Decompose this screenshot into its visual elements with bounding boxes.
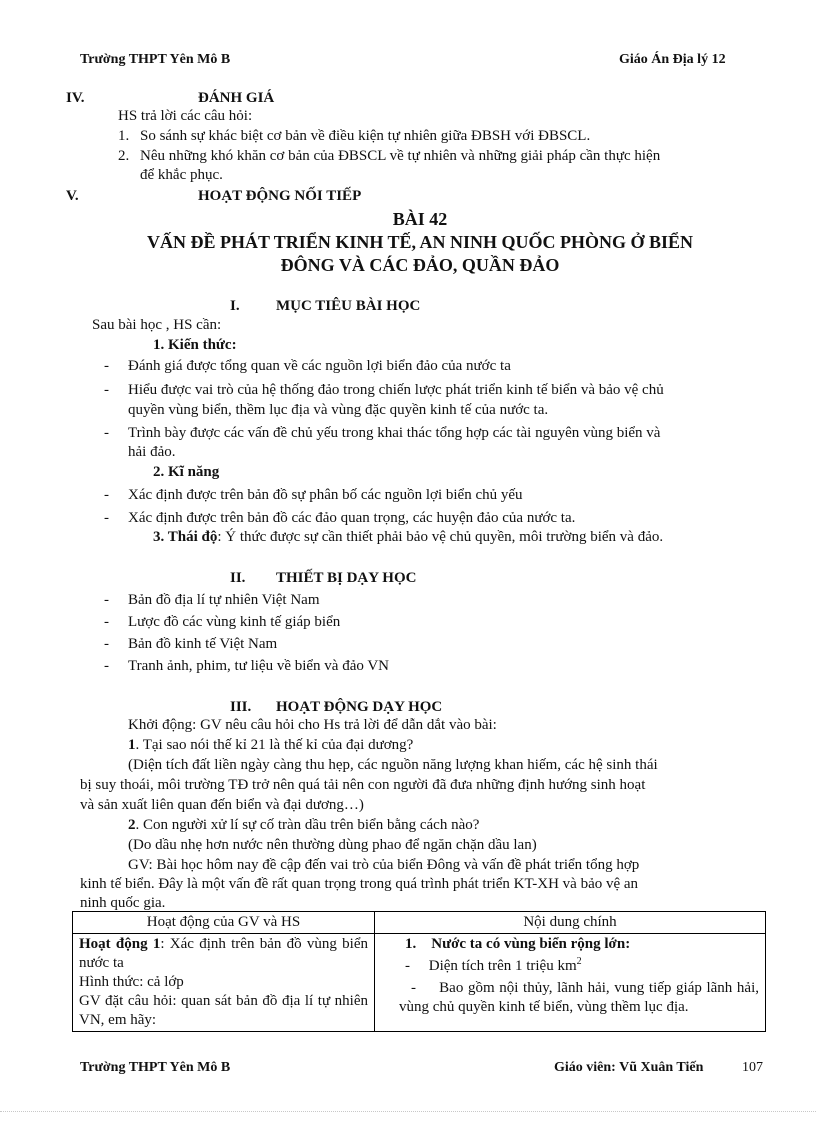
lesson-number: BÀI 42 — [392, 209, 448, 229]
part-iii-title: HOẠT ĐỘNG DẠY HỌC — [276, 699, 443, 715]
part-ii-number: II. — [230, 570, 246, 586]
warmup-answer-1-line1: (Diện tích đất liền ngày càng thu hẹp, các nguồn năng lượng khan hiếm, các hệ sinh thái — [128, 757, 658, 773]
activity-1-title: Hoạt động 1: Xác định trên bản đồ vùng biển nước ta — [79, 936, 368, 971]
content-heading: 1. Nước ta có vùng biển rộng lớn: — [405, 936, 631, 952]
content-cell — [375, 934, 766, 1032]
question-number: 2. — [118, 148, 130, 164]
content-item: - Bao gồm nội thủy, lãnh hải, vung tiếp giáp lãnh hải, vùng chủ quyền kinh tế biển, vùng thềm lục địa. — [399, 980, 760, 1015]
dash-bullet: - — [104, 510, 109, 526]
table-header-content: Nội dung chính — [375, 912, 766, 934]
knowledge-item-cont: quyền vùng biển, thềm lục địa và vùng đặc quyền kinh tế của nước ta. — [128, 402, 549, 418]
section-v-number: V. — [66, 188, 79, 204]
table-header-activity: Hoạt động của GV và HS — [73, 912, 375, 934]
dash-bullet: - — [104, 614, 109, 630]
warmup-intro: Khởi động: GV nêu câu hỏi cho Hs trả lời để dẫn dắt vào bài: — [128, 717, 497, 733]
knowledge-item: Trình bày được các vấn đề chủ yếu trong khai thác tổng hợp các tài nguyên vùng biển và — [128, 425, 661, 441]
attitude-heading: 3. Thái độ — [153, 529, 218, 545]
skill-item: Xác định được trên bản đồ sự phân bố các nguồn lợi biển chủ yếu — [128, 487, 523, 503]
activity-1-question: GV đặt câu hỏi: quan sát bản đồ địa lí tự nhiên VN, em hãy: — [79, 993, 368, 1028]
dash-bullet: - — [104, 487, 109, 503]
header-subject: Giáo Án Địa lý 12 — [619, 52, 726, 67]
teacher-intro-line2: kinh tế biển. Đây là một vấn đề rất quan trọng trong quá trình phát triển KT-XH và bảo vệ an — [80, 876, 639, 892]
table-row — [73, 934, 766, 1032]
equipment-item: Lược đồ các vùng kinh tế giáp biển — [128, 614, 341, 630]
activity-1-form: Hình thức: cả lớp — [79, 974, 184, 990]
activity-table — [72, 911, 766, 1032]
dash-bullet: - — [104, 592, 109, 608]
skill-heading: 2. Kĩ năng — [153, 464, 220, 480]
teacher-intro-line1: GV: Bài học hôm nay đề cập đến vai trò của biển Đông và vấn đề phát triển tổng hợp — [128, 857, 640, 873]
question-text: So sánh sự khác biệt cơ bản về điều kiện tự nhiên giữa ĐBSH với ĐBSCL. — [140, 128, 591, 144]
section-iv-intro: HS trả lời các câu hỏi: — [118, 108, 253, 124]
dash-bullet: - — [104, 358, 109, 374]
warmup-answer-1-line2: bị suy thoái, môi trường TĐ trở nên quá tải nên con người đã đưa những định hướng sinh hoạt — [80, 777, 646, 793]
question-number: 1. — [118, 128, 130, 144]
dash-bullet: - — [104, 636, 109, 652]
activity-cell — [73, 934, 375, 1032]
skill-item: Xác định được trên bản đồ các đảo quan trọng, các huyện đảo của nước ta. — [128, 510, 576, 526]
warmup-answer-2: (Do dầu nhẹ hơn nước nên thường dùng phao để ngăn chặn dầu lan) — [128, 837, 537, 853]
lesson-title-line2: ĐÔNG VÀ CÁC ĐẢO, QUẦN ĐẢO — [280, 255, 560, 275]
part-i-intro: Sau bài học , HS cần: — [92, 317, 222, 333]
header-school: Trường THPT Yên Mô B — [80, 52, 231, 67]
dash-bullet: - — [104, 658, 109, 674]
question-text-cont: để khắc phục. — [140, 167, 223, 183]
knowledge-item: Hiểu được vai trò của hệ thống đảo trong chiến lược phát triển kinh tế biển và bảo vệ chủ — [128, 382, 664, 398]
section-iv-number: IV. — [66, 90, 85, 106]
footer-teacher: Giáo viên: Vũ Xuân Tiến — [554, 1060, 704, 1075]
attitude-text: : Ý thức được sự cần thiết phải bảo vệ chủ quyền, môi trường biển và đảo. — [217, 529, 664, 545]
section-iv-title: ĐÁNH GIÁ — [198, 90, 275, 106]
equipment-item: Bản đồ kinh tế Việt Nam — [128, 636, 278, 652]
page-bottom-divider — [0, 1111, 816, 1112]
part-ii-title: THIẾT BỊ DẠY HỌC — [276, 570, 417, 586]
teacher-intro-line3: ninh quốc gia. — [80, 895, 166, 911]
lesson-title-line1: VẤN ĐỀ PHÁT TRIỂN KINH TẾ, AN NINH QUỐC PHÒNG Ở BIỂN — [146, 232, 694, 252]
equipment-item: Bản đồ địa lí tự nhiên Việt Nam — [128, 592, 320, 608]
part-i-number: I. — [230, 298, 240, 314]
page-number: 107 — [742, 1060, 763, 1075]
question-text: Nêu những khó khăn cơ bản của ĐBSCL về tự nhiên và những giải pháp cần thực hiện — [140, 148, 661, 164]
knowledge-item: Đánh giá được tổng quan về các nguồn lợi biển đảo của nước ta — [128, 358, 511, 374]
knowledge-heading: 1. Kiến thức: — [153, 337, 237, 353]
part-i-title: MỤC TIÊU BÀI HỌC — [276, 298, 421, 314]
warmup-answer-1-line3: và sản xuất liên quan đến biển và đại dương…) — [80, 797, 364, 813]
table-header-row — [73, 912, 766, 934]
section-v-title: HOẠT ĐỘNG NỐI TIẾP — [198, 188, 362, 204]
dash-bullet: - — [104, 382, 109, 398]
knowledge-item-cont: hải đảo. — [128, 444, 176, 460]
footer-school: Trường THPT Yên Mô B — [80, 1060, 231, 1075]
warmup-question-2: 2. Con người xử lí sự cố tràn dầu trên biển bằng cách nào? — [128, 817, 480, 833]
content-item: - Diện tích trên 1 triệu $km^2$ — [405, 956, 582, 974]
equipment-item: Tranh ảnh, phim, tư liệu về biển và đảo VN — [128, 658, 390, 674]
warmup-question-1: 1. Tại sao nói thế kỉ 21 là thế kỉ của đại dương? — [128, 737, 414, 753]
dash-bullet: - — [104, 425, 109, 441]
part-iii-number: III. — [230, 699, 252, 715]
attitude-line — [153, 527, 663, 547]
